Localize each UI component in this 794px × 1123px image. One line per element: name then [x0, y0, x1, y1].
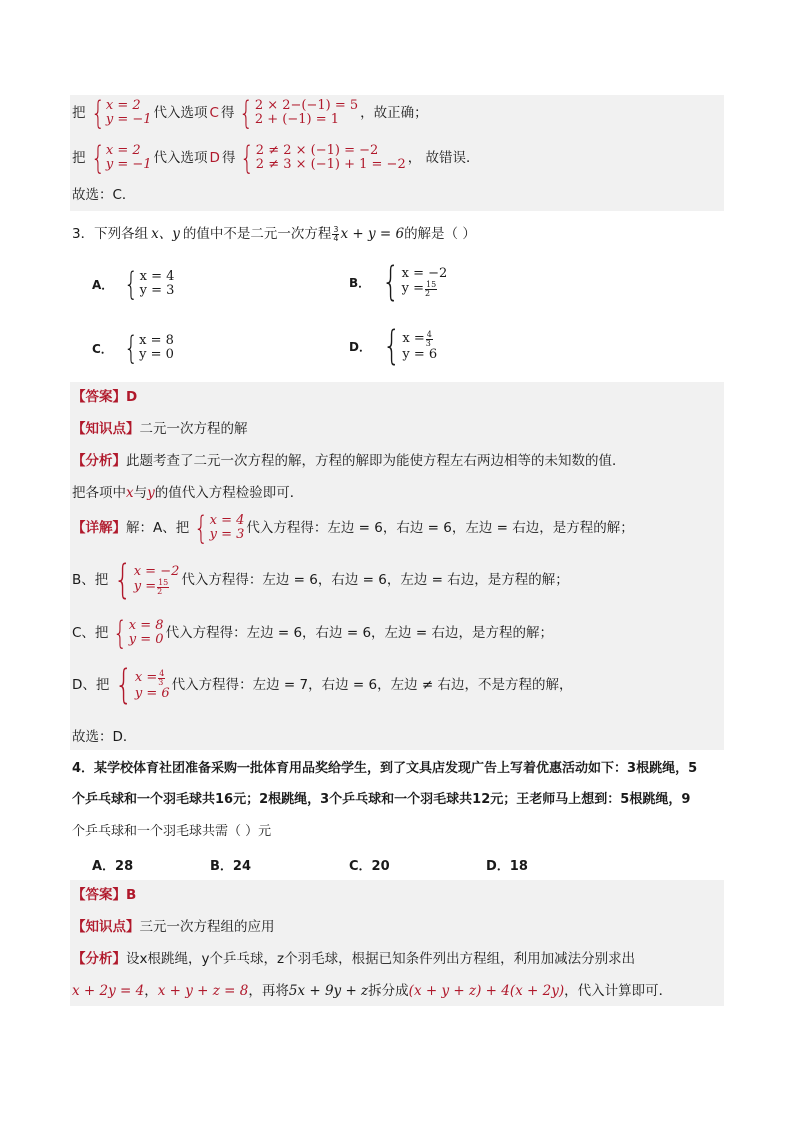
text: 故选：C． [72, 187, 136, 203]
q3-detail-c [72, 614, 553, 652]
q3-choice [72, 728, 136, 746]
eq: y = 0 [139, 347, 174, 362]
eq: y = 3 [209, 527, 245, 542]
q4-knowledge-point [72, 918, 275, 936]
text: B、把 [72, 572, 109, 588]
numerator: 4 [159, 668, 165, 678]
q4-analysis-2 [72, 982, 672, 1000]
fraction [425, 281, 437, 298]
fraction [332, 226, 339, 243]
text: ，再将 [248, 983, 289, 999]
eq: y = −1 [105, 157, 152, 172]
system: { x = $\frac{4}{3}$ y = 6 [115, 662, 170, 708]
kp-text: 三元一次方程组的应用 [139, 919, 275, 935]
eq: y = 6 [402, 346, 438, 362]
q3-detail-a [72, 509, 634, 547]
q4-option-c: C．20 [349, 859, 390, 874]
text: ，代入计算即可． [564, 983, 673, 999]
text: 个乒乓球和一个羽毛球共16元；2根跳绳，3个乒乓球和一个羽毛球共12元；王老师马上想到：5根跳绳，9 [72, 792, 691, 807]
q3-stem [72, 222, 476, 246]
text: 代入方程得：左边 = 6，右边 = 6，左边 = 右边，是方程的解； [181, 572, 569, 588]
text: ， 故错误． [407, 150, 480, 166]
text: 代入方程得：左边 = 7，右边 = 6，左边 ≠ 右边，不是方程的解， [171, 677, 573, 693]
text: C、把 [72, 625, 109, 641]
option-label: B． [349, 275, 371, 290]
denominator: 2 [424, 288, 431, 298]
text: 把 [72, 105, 86, 121]
q3-answer [72, 388, 137, 406]
text: 代入选项 [153, 150, 208, 166]
system: { x = $\frac{4}{3}$ y = 6 [382, 323, 438, 369]
q4-option-d: D．18 [486, 859, 528, 874]
q4-stem-line-3 [72, 823, 271, 841]
text: 的值中不是二元一次方程 [182, 226, 332, 242]
numerator: 4 [426, 329, 432, 339]
eq: x = −2 [401, 265, 448, 281]
system: { x = 4 y = 3 [194, 509, 245, 547]
q3-option-a [92, 265, 176, 303]
option-label: C． [92, 341, 113, 356]
text: 与 [133, 485, 148, 501]
eq: x = [134, 670, 158, 685]
text: 代入方程得：左边 = 6，右边 = 6，左边 = 右边，是方程的解； [165, 625, 553, 641]
q3-option-b [349, 259, 449, 305]
denominator: 4 [333, 233, 339, 243]
text: 的值代入方程检验即可． [154, 485, 304, 501]
option-letter: C [209, 105, 219, 121]
q4-answer [72, 886, 136, 904]
q3-detail-b [72, 557, 569, 603]
eq: x = 8 [139, 333, 174, 348]
text: 把各项中 [72, 485, 126, 501]
denominator: 3 [425, 338, 431, 348]
fraction [158, 670, 165, 687]
eq: 2 ≠ 3 × (−1) + 1 = −2 [255, 157, 406, 172]
equation: x + 2y = 4 [72, 983, 145, 999]
expression: (x + y + z) + 4(x + 2y) [408, 983, 565, 999]
equation: x + y + z = 8 [157, 983, 249, 999]
eq: 2 + (−1) = 1 [254, 112, 339, 127]
text: 解：A、把 [126, 520, 190, 536]
text: 代入方程得：左边 = 6，右边 = 6，左边 = 右边，是方程的解； [246, 520, 634, 536]
analysis-text: 此题考查了二元一次方程的解，方程的解即为能使方程左右两边相等的未知数的值． [126, 453, 626, 469]
system: { x = 8 y = 0 [123, 329, 174, 367]
eq: y = 6 [134, 685, 170, 701]
answer-value: D [126, 389, 138, 405]
system: { x = −2 y = $\frac{15}{2}$ [114, 557, 180, 603]
analysis-tag: 【分析】 [72, 453, 126, 469]
q2-option-c-check [72, 94, 428, 132]
q4-option-a: A．28 [92, 859, 134, 874]
text: 故选：D． [72, 729, 137, 745]
option-letter: D [209, 150, 220, 166]
eq: y = 3 [139, 283, 175, 298]
expression: 5x + 9y + z [288, 983, 369, 999]
equation: x + y = 6 [340, 226, 405, 242]
text: 代入选项 [153, 105, 208, 121]
system: { x = 8 y = 0 [113, 614, 164, 652]
text: 的解是（ ） [404, 226, 476, 242]
eq: x = 4 [139, 269, 175, 284]
eq: x = [402, 331, 425, 346]
q3-option-d [349, 323, 439, 369]
text: 把 [72, 150, 86, 166]
q3-analysis-2 [72, 484, 303, 502]
eq: x = −2 [133, 563, 180, 579]
q4-analysis [72, 950, 635, 968]
eq: x = 4 [209, 513, 245, 528]
q3-option-c [92, 329, 176, 367]
numerator: 15 [425, 279, 437, 289]
q4-option-b: B．24 [210, 859, 251, 874]
text: ， [144, 983, 158, 999]
system-xy: { x = 2 y = −1 [90, 139, 152, 177]
eq: y = 0 [128, 632, 164, 647]
option-label: D． [349, 339, 371, 354]
eq: x = 2 [105, 98, 141, 113]
text: ，故正确； [360, 105, 428, 121]
fraction [426, 331, 433, 348]
kp-text: 二元一次方程的解 [139, 421, 248, 437]
system: { x = −2 y = $\frac{15}{2}$ [381, 259, 448, 305]
var: y [147, 485, 155, 501]
system: { x = 4 y = 3 [124, 265, 175, 303]
q2-option-d-check [72, 139, 480, 177]
eq: y = [401, 281, 424, 296]
text: 拆分成 [368, 983, 409, 999]
fraction [157, 579, 169, 596]
eq: y = −1 [105, 112, 152, 127]
vars: x、y [151, 226, 180, 242]
q4-stem-line-1 [72, 760, 697, 778]
analysis-tag: 【分析】 [72, 951, 126, 967]
text: 个乒乓球和一个羽毛球共需（ ）元 [72, 824, 272, 839]
system-result: { 2 × 2−(−1) = 5 2 + (−1) = 1 [239, 94, 359, 132]
q3-detail-d [72, 664, 573, 706]
text: 4．某学校体育社团准备采购一批体育用品奖给学生，到了文具店发现广告上写着优惠活动如下：3根跳绳，5 [72, 761, 698, 776]
system-result: { 2 ≠ 2 × (−1) = −2 2 ≠ 3 × (−1) + 1 = −2 [240, 139, 406, 177]
numerator: 15 [158, 577, 169, 587]
kp-tag: 【知识点】 [72, 421, 140, 437]
numerator: 3 [333, 224, 339, 234]
kp-tag: 【知识点】 [72, 919, 140, 935]
answer-tag: 【答案】 [72, 887, 126, 903]
eq: x = 8 [128, 618, 164, 633]
analysis-text: 设x根跳绳，y个乒乓球，z个羽毛球，根据已知条件列出方程组，利用加减法分别求出 [126, 951, 636, 967]
denominator: 2 [157, 586, 163, 596]
text: 得 [221, 150, 236, 166]
detail-tag: 【详解】 [72, 520, 126, 536]
system-xy: { x = 2 y = −1 [90, 94, 152, 132]
denominator: 3 [158, 677, 164, 687]
text: D、把 [72, 677, 110, 693]
text: 3．下列各组 [72, 226, 149, 242]
eq: x = 2 [105, 143, 141, 158]
eq: y = [133, 579, 157, 594]
answer-value: B [126, 887, 137, 903]
q3-knowledge-point [72, 420, 248, 438]
eq: 2 × 2−(−1) = 5 [254, 98, 359, 113]
answer-tag: 【答案】 [72, 389, 126, 405]
q3-analysis [72, 452, 626, 470]
option-label: A． [92, 277, 114, 292]
text: 得 [220, 105, 235, 121]
var: x [126, 485, 134, 501]
q2-choice [72, 186, 135, 204]
q4-stem-line-2 [72, 791, 690, 809]
eq: 2 ≠ 2 × (−1) = −2 [255, 143, 379, 158]
